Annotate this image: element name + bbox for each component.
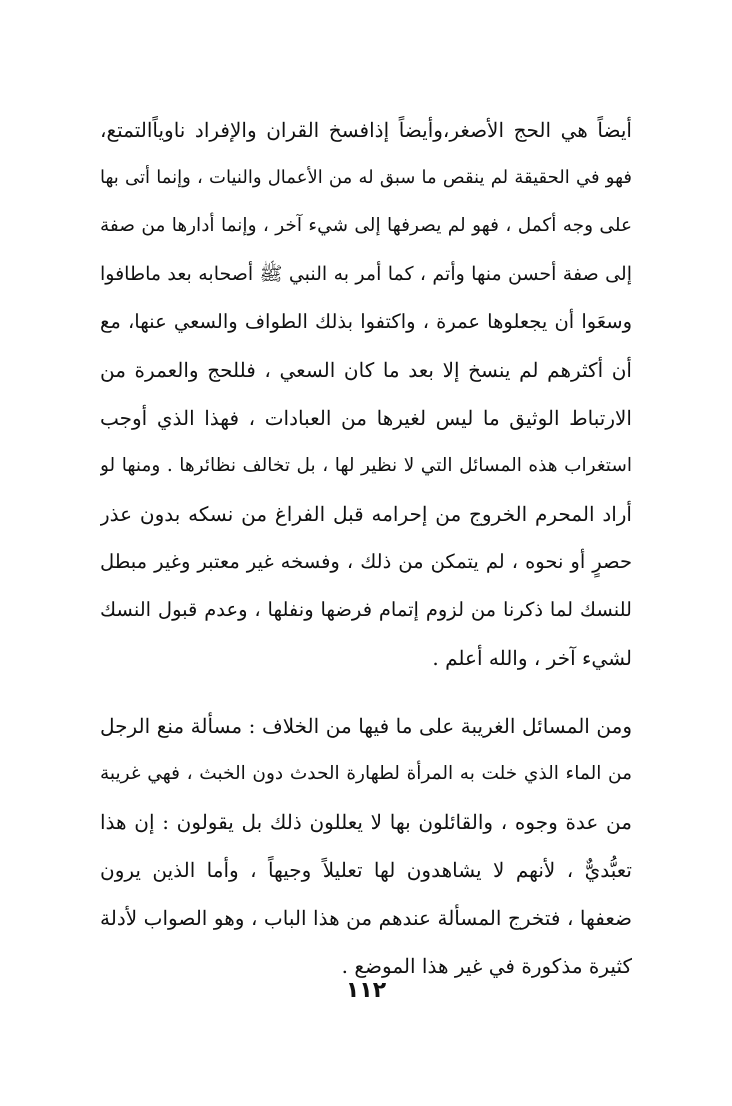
text-line: لشيء آخر ، والله أعلم . bbox=[432, 646, 632, 670]
text-line: فهو في الحقيقة لم ينقص ما سبق له من الأعمال والنيات ، وإنما أتى بها bbox=[100, 167, 632, 188]
paragraph-2 bbox=[100, 702, 632, 990]
text-line: على وجه أكمل ، فهو لم يصرفها إلى شيء آخر ، وإنما أدارها من صفة bbox=[100, 215, 632, 236]
text-line: وسعَوا أن يجعلوها عمرة ، واكتفوا بذلك الطواف والسعي عنها، مع bbox=[100, 310, 632, 333]
text-line: ومن المسائل الغريبة على ما فيها من الخلاف : مسألة منع الرجل bbox=[100, 714, 632, 738]
text-line: من عدة وجوه ، والقائلون بها لا يعللون ذلك بل يقولون : إن هذا bbox=[100, 810, 632, 834]
text-line: تعبُّديٌّ ، لأنهم لا يشاهدون لها تعليلاً وجيهاً ، وأما الذين يرون bbox=[100, 858, 632, 882]
text-line: حصرٍ أو نحوه ، لم يتمكن من ذلك ، وفسخه غير معتبر وغير مبطل bbox=[100, 550, 632, 573]
body-text bbox=[100, 106, 632, 990]
paragraph-1 bbox=[100, 106, 632, 682]
page-number: ١١٢ bbox=[345, 978, 387, 1003]
text-line: أراد المحرم الخروج من إحرامه قبل الفراغ من نسكه بدون عذر bbox=[100, 502, 632, 526]
text-line: إلى صفة أحسن منها وأتم ، كما أمر به النبي ﷺ أصحابه بعد ماطافوا bbox=[100, 263, 632, 285]
text-line: أيضاً هي الحج الأصغر،وأيضاً إذافسخ القران والإفراد ناوياًالتمتع، bbox=[100, 118, 632, 142]
text-line: الارتباط الوثيق ما ليس لغيرها من العبادات ، فهذا الذي أوجب bbox=[100, 406, 632, 430]
text-line: أن أكثرهم لم ينسخ إلا بعد ما كان السعي ، فللحج والعمرة من bbox=[100, 358, 632, 382]
text-line: ضعفها ، فتخرج المسألة عندهم من هذا الباب ، وهو الصواب لأدلة bbox=[100, 906, 632, 930]
text-line: كثيرة مذكورة في غير هذا الموضع . bbox=[341, 954, 632, 978]
text-line: استغراب هذه المسائل التي لا نظير لها ، بل تخالف نظائرها . ومنها لو bbox=[100, 455, 632, 476]
text-line: للنسك لما ذكرنا من لزوم إتمام فرضها ونفلها ، وعدم قبول النسك bbox=[100, 598, 632, 621]
text-line: من الماء الذي خلت به المرأة لطهارة الحدث دون الخبث ، فهي غريبة bbox=[100, 763, 632, 784]
